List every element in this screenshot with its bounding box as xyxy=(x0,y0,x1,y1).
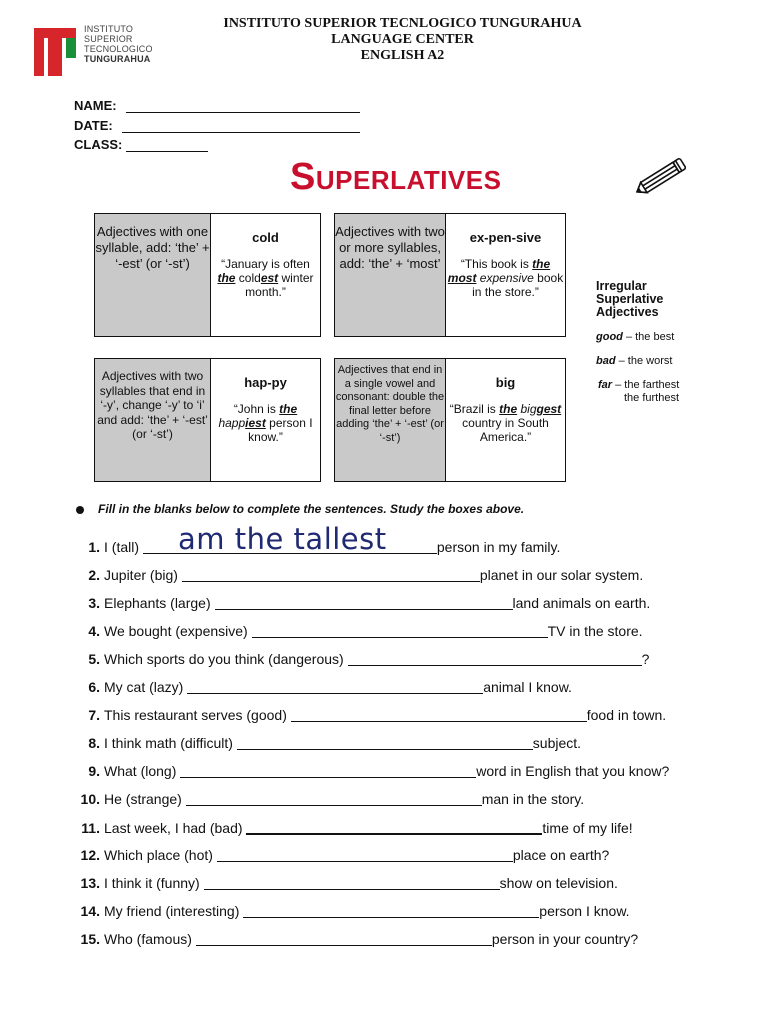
question-item: 4. We bought (expensive) TV in the store. xyxy=(88,623,643,639)
date-field[interactable] xyxy=(74,118,360,133)
answer-blank[interactable] xyxy=(186,791,482,806)
example-sentence: “John is the happiest person I know.” xyxy=(218,402,313,444)
example-sentence: “This book is the most expensive book in the store.” xyxy=(447,257,564,299)
page-title: SUPERLATIVES xyxy=(290,156,502,198)
question-item: 9. What (long) word in English that you know? xyxy=(88,763,670,779)
rule-box-ending-y xyxy=(94,358,321,482)
keyword: hap-py xyxy=(244,375,287,390)
answer-blank[interactable] xyxy=(243,903,539,918)
name-field[interactable] xyxy=(74,98,360,113)
irregular-good: good – the best xyxy=(596,331,675,343)
class-label: CLASS: xyxy=(74,137,123,152)
answer-blank[interactable] xyxy=(143,539,437,554)
answer-blank[interactable] xyxy=(291,707,587,722)
handwritten-answer: am the tallest xyxy=(178,522,387,556)
irregular-far: far – the farthest xyxy=(598,379,680,391)
name-line[interactable] xyxy=(126,100,360,113)
rule-text: Adjectives with two syllables that end in ‘-y’, change ‘-y’ to ‘i’ and add: ‘the’ + ‘-est’ (or ‘-st’) xyxy=(95,359,211,481)
question-item: 8. I think math (difficult) subject. xyxy=(88,735,582,751)
logo-text-line: TUNGURAHUA xyxy=(84,54,151,64)
example-panel xyxy=(211,359,320,481)
answer-blank[interactable] xyxy=(237,735,533,750)
irregular-heading: Adjectives xyxy=(596,305,659,319)
question-item: 6. My cat (lazy) animal I know. xyxy=(88,679,572,695)
class-field[interactable] xyxy=(74,137,208,152)
keyword: ex-pen-sive xyxy=(469,230,542,245)
document-header xyxy=(150,16,655,64)
question-item: 1. I (tall) person in my family. xyxy=(88,539,561,555)
answer-blank[interactable] xyxy=(187,679,483,694)
example-panel xyxy=(211,214,320,336)
header-course: ENGLISH A2 xyxy=(360,48,445,63)
rule-text: Adjectives that end in a single vowel and consonant: double the final letter before adding ‘the’ + ‘-est’ (or ‘-st’) xyxy=(335,359,446,481)
bullet-icon xyxy=(76,506,84,514)
question-item: 14. My friend (interesting) person I know. xyxy=(80,903,630,919)
irregular-bad: bad – the worst xyxy=(596,355,673,367)
example-panel xyxy=(446,214,565,336)
answer-blank[interactable] xyxy=(180,763,476,778)
question-item: 3. Elephants (large) land animals on earth. xyxy=(88,595,651,611)
keyword: big xyxy=(495,375,516,390)
example-sentence: “January is often the coldest winter month.” xyxy=(217,257,314,299)
answer-blank[interactable] xyxy=(204,875,500,890)
answer-blank[interactable] xyxy=(182,567,480,582)
rule-text: Adjectives with one syllable, add: ‘the’ + ‘-est’ (or ‘-st’) xyxy=(95,214,211,336)
rule-box-double-consonant xyxy=(334,358,566,482)
instructions: Fill in the blanks below to complete the sentences. Study the boxes above. xyxy=(76,502,524,516)
question-item: 13. I think it (funny) show on television. xyxy=(80,875,618,891)
question-item: 15. Who (famous) person in your country? xyxy=(80,931,639,947)
question-item: 7. This restaurant serves (good) food in town. xyxy=(88,707,667,723)
irregular-heading: Superlative xyxy=(596,292,664,306)
keyword: cold xyxy=(252,230,279,245)
example-sentence: “Brazil is the biggest country in South America.” xyxy=(449,402,562,444)
question-item: 10. He (strange) man in the story. xyxy=(80,791,585,807)
logo-text-line: SUPERIOR xyxy=(84,34,133,44)
class-line[interactable] xyxy=(126,139,208,152)
answer-blank[interactable] xyxy=(215,595,513,610)
question-item: 5. Which sports do you think (dangerous) ? xyxy=(88,651,650,667)
header-institution: INSTITUTO SUPERIOR TECNLOGICO TUNGURAHUA xyxy=(223,16,582,31)
irregular-far-alt: the furthest xyxy=(624,392,680,404)
answer-blank[interactable] xyxy=(348,651,642,666)
logo-text-line: INSTITUTO xyxy=(84,24,134,34)
name-label: NAME: xyxy=(74,98,117,113)
pencil-icon xyxy=(632,152,692,203)
rule-text: Adjectives with two or more syllables, add: ‘the’ + ‘most’ xyxy=(335,214,446,336)
rule-box-one-syllable xyxy=(94,213,321,337)
example-panel xyxy=(446,359,565,481)
header-center: LANGUAGE CENTER xyxy=(331,32,474,47)
rule-box-two-or-more-syllables xyxy=(334,213,566,337)
answer-blank[interactable] xyxy=(246,819,542,835)
irregular-superlatives xyxy=(596,280,679,404)
answer-blank[interactable] xyxy=(217,847,513,862)
irregular-heading: Irregular xyxy=(596,279,647,293)
date-label: DATE: xyxy=(74,118,113,133)
logo-text-line: TECNOLOGICO xyxy=(84,44,153,54)
question-item: 2. Jupiter (big) planet in our solar system. xyxy=(88,567,644,583)
question-item: 11. Last week, I had (bad) time of my life! xyxy=(81,820,633,836)
logo-icon xyxy=(32,24,78,76)
question-item: 12. Which place (hot) place on earth? xyxy=(80,847,610,863)
answer-blank[interactable] xyxy=(196,931,492,946)
answer-blank[interactable] xyxy=(252,623,548,638)
date-line[interactable] xyxy=(122,120,360,133)
